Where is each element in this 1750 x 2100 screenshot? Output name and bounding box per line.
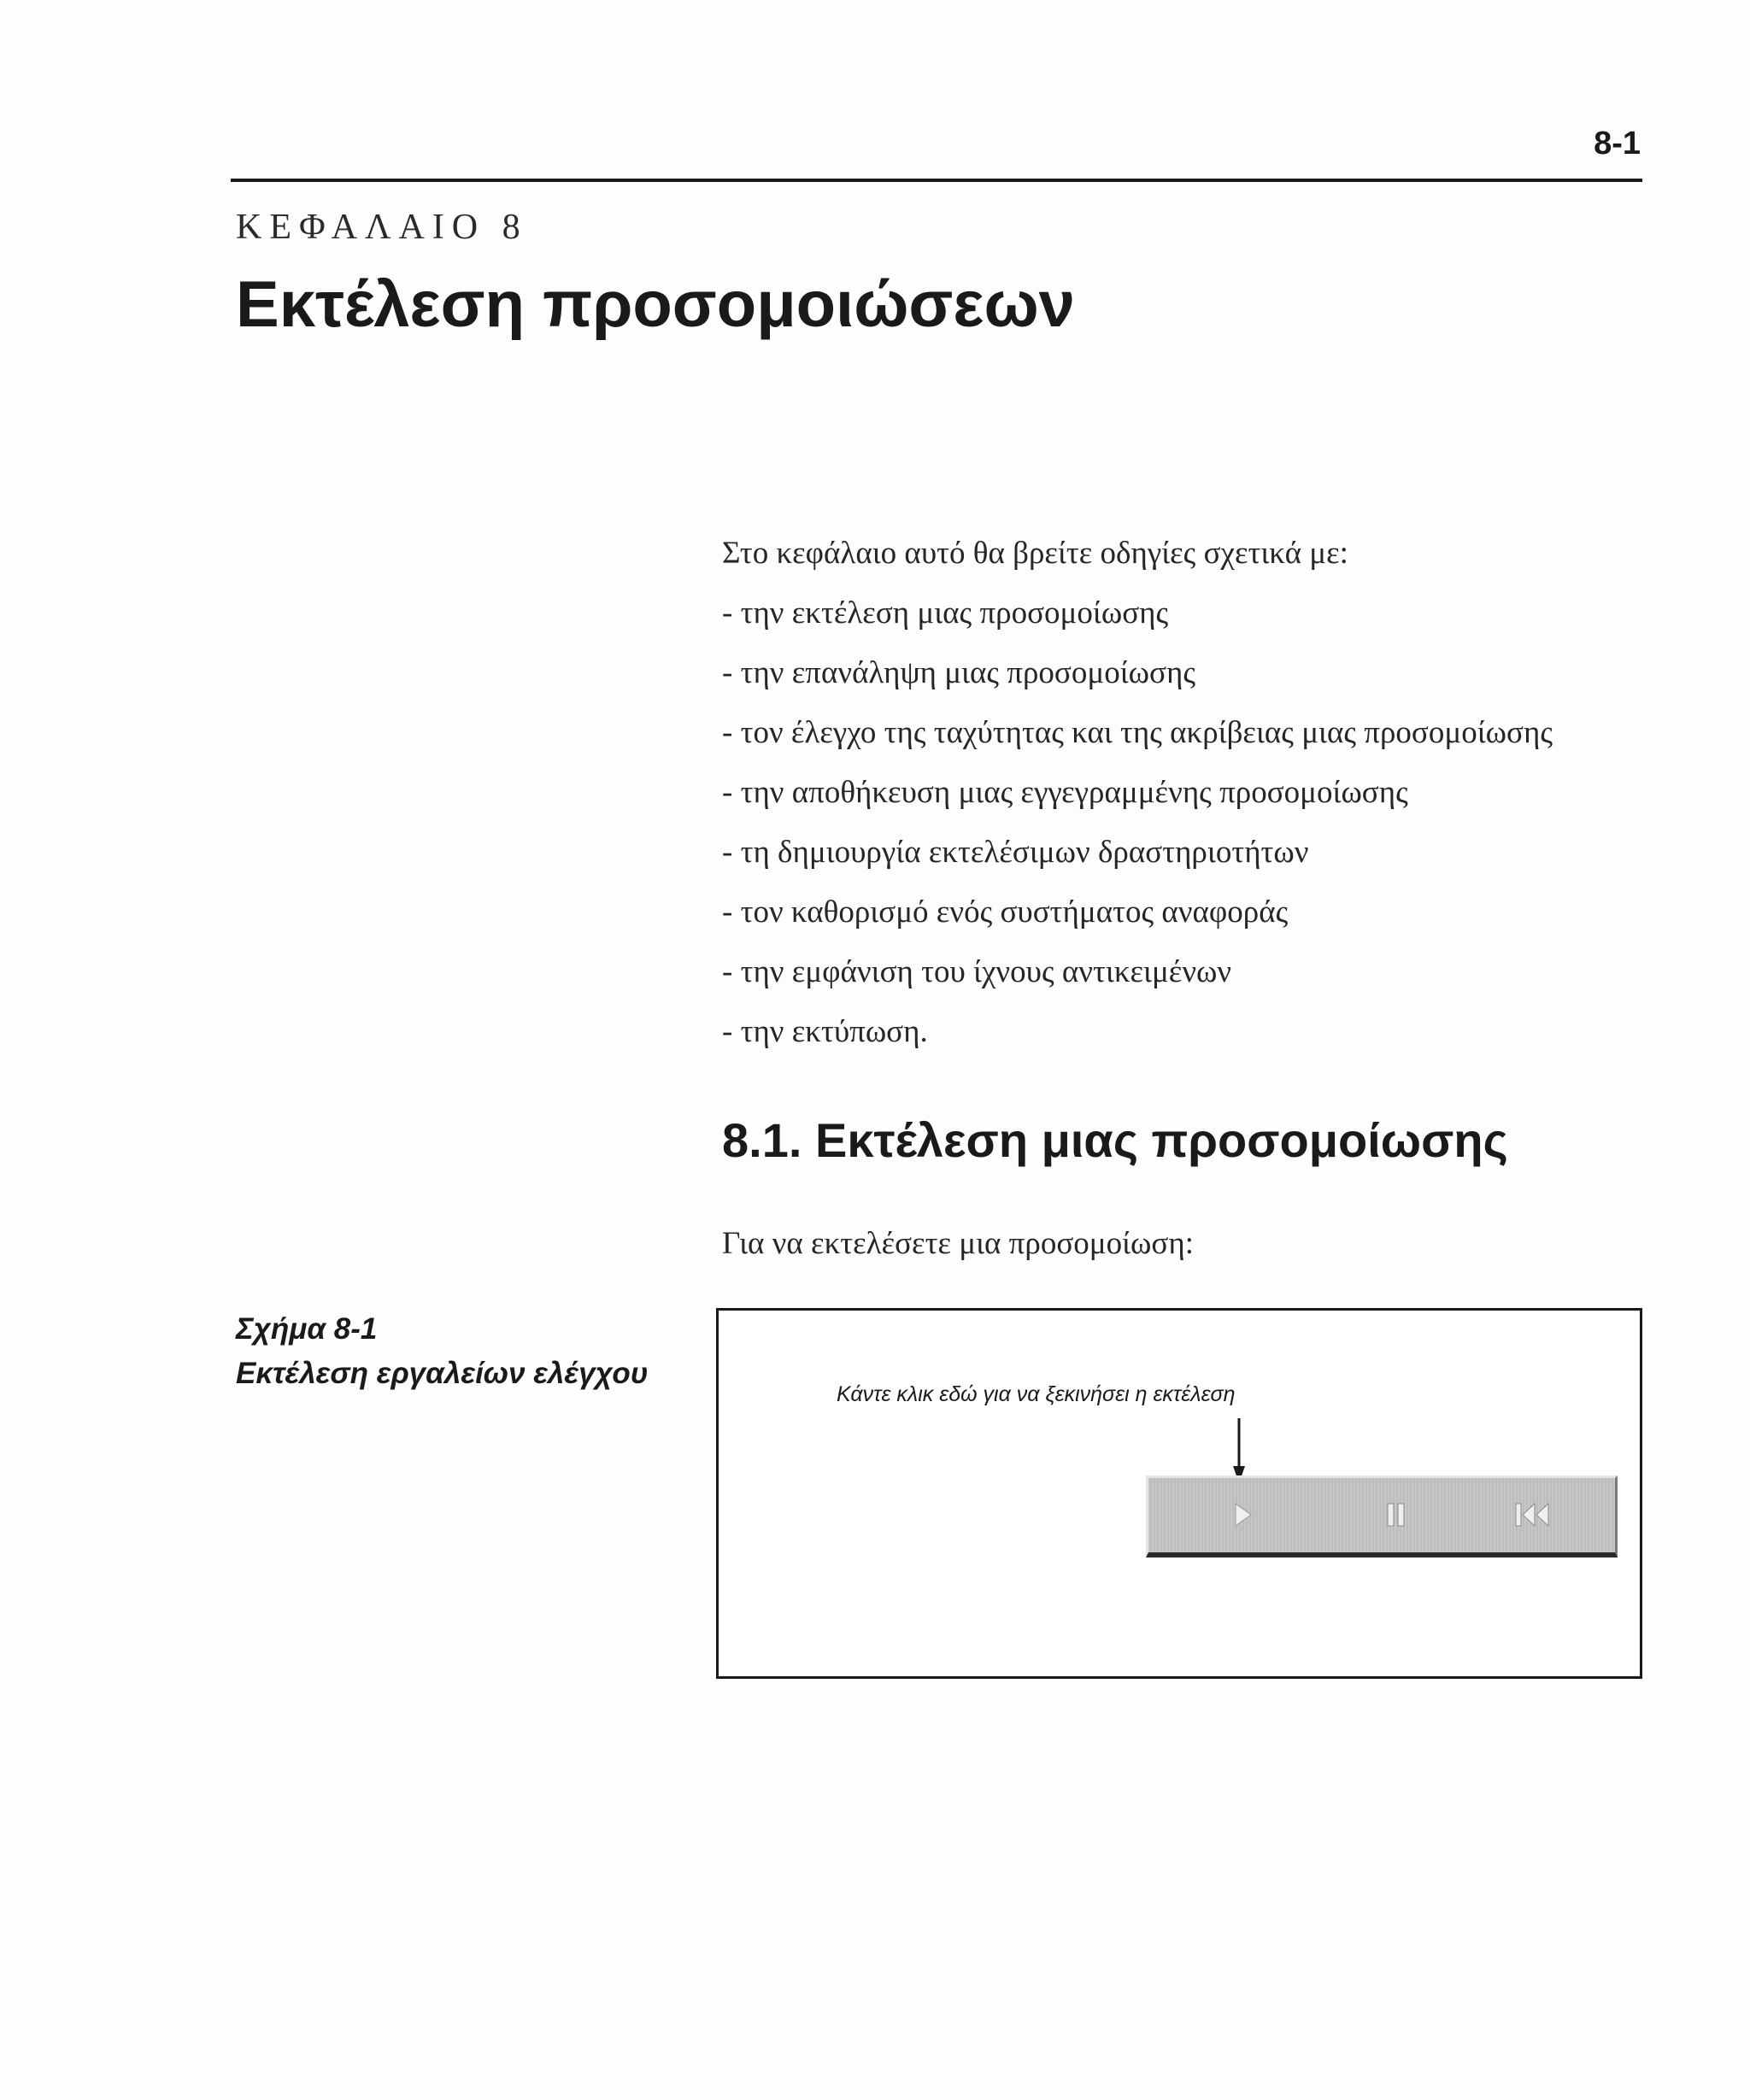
page-number: 8-1 bbox=[1594, 126, 1641, 161]
intro-lead: Στο κεφάλαιο αυτό θα βρείτε οδηγίες σχετικά με: bbox=[722, 536, 1348, 571]
intro-list-item: - τον έλεγχο της ταχύτητας και της ακρίβειας μιας προσομοίωσης bbox=[722, 715, 1553, 750]
pause-button[interactable] bbox=[1371, 1493, 1422, 1536]
intro-list-item: - την αποθήκευση μιας εγγεγραμμένης προσομοίωσης bbox=[722, 775, 1408, 810]
play-icon bbox=[1217, 1493, 1268, 1536]
rewind-to-start-button[interactable] bbox=[1507, 1493, 1559, 1536]
figure-annotation: Κάντε κλικ εδώ για να ξεκινήσει η εκτέλεση bbox=[837, 1382, 1236, 1406]
figure-caption bbox=[236, 1307, 648, 1396]
play-button[interactable] bbox=[1217, 1493, 1268, 1536]
chapter-title: Εκτέλεση προσομοιώσεων bbox=[236, 268, 1075, 341]
arrow-down-icon bbox=[1231, 1418, 1247, 1483]
intro-list-item: - τη δημιουργία εκτελέσιμων δραστηριοτήτων bbox=[722, 835, 1309, 870]
intro-list-item: - τον καθορισμό ενός συστήματος αναφοράς bbox=[722, 895, 1289, 930]
intro-list-item: - την εκτύπωση. bbox=[722, 1014, 928, 1049]
rewind-to-start-icon bbox=[1507, 1493, 1559, 1536]
figure-caption-title: Εκτέλεση εργαλείων ελέγχου bbox=[236, 1357, 649, 1390]
header-rule bbox=[231, 179, 1642, 182]
section-heading: 8.1. Εκτέλεση μιας προσομοίωσης bbox=[722, 1113, 1508, 1167]
chapter-intro bbox=[722, 530, 1662, 1068]
intro-list-item: - την επανάληψη μιας προσομοίωσης bbox=[722, 655, 1195, 690]
figure-caption-number: Σχήμα 8-1 bbox=[236, 1312, 378, 1346]
pause-icon bbox=[1371, 1493, 1422, 1536]
simulation-control-toolbar bbox=[1146, 1475, 1618, 1557]
figure-frame bbox=[716, 1308, 1642, 1679]
section-paragraph: Για να εκτελέσετε μια προσομοίωση: bbox=[722, 1226, 1194, 1261]
intro-list-item: - την εκτέλεση μιας προσομοίωσης bbox=[722, 595, 1169, 631]
chapter-label: ΚΕΦΑΛΑΙΟ 8 bbox=[236, 208, 528, 247]
intro-list-item: - την εμφάνιση του ίχνους αντικειμένων bbox=[722, 954, 1232, 989]
